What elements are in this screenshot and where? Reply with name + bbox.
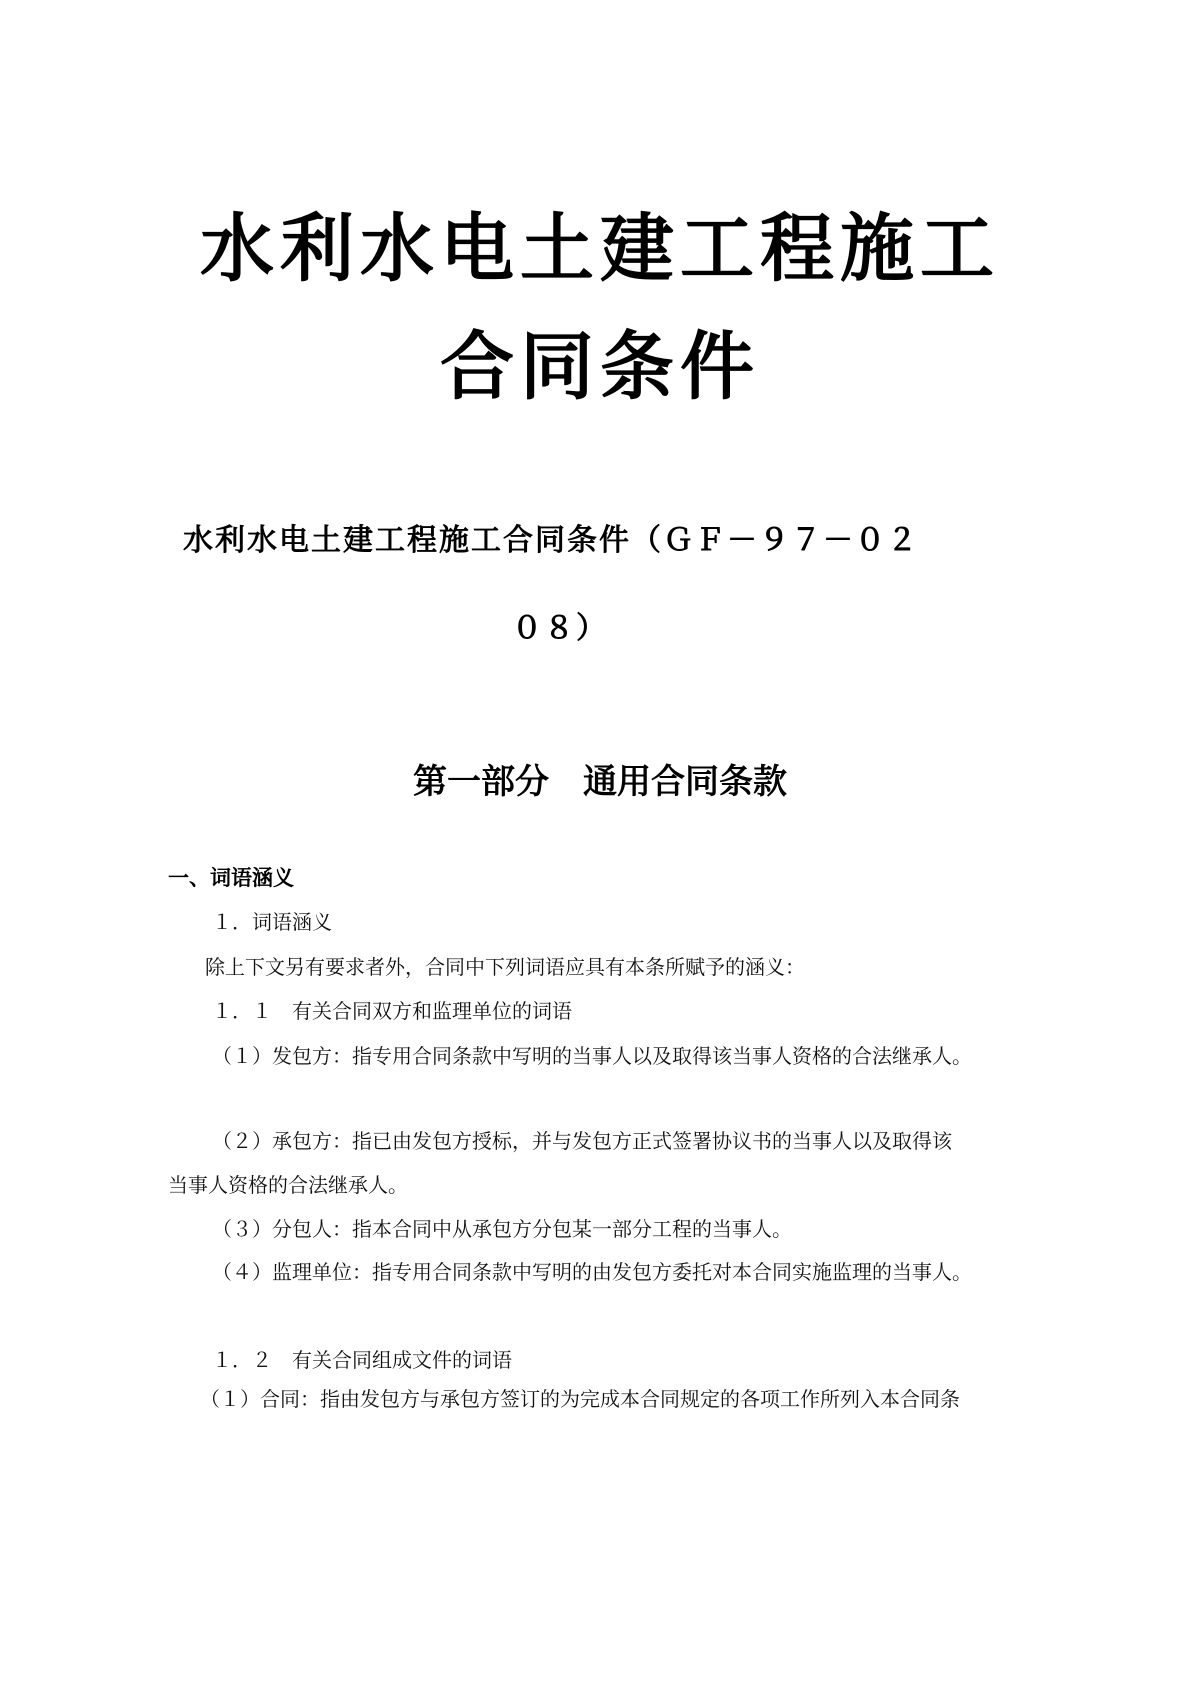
subtitle-line-2: ０８）	[512, 611, 608, 646]
subtitle-line-1: 水利水电土建工程施工合同条件（ＧＦ－９７－０２	[183, 523, 919, 558]
definition-contract: （１）合同：指由发包方与承包方签订的为完成本合同规定的各项工作所列入本合同条	[200, 1387, 960, 1411]
part-title: 第一部分 通用合同条款	[413, 762, 787, 802]
definition-contractor-line-2: 当事人资格的合法继承人。	[168, 1173, 408, 1197]
definition-contractor-line-1: （２）承包方：指已由发包方授标，并与发包方正式签署协议书的当事人以及取得该	[212, 1129, 952, 1153]
clause-1-title: １．词语涵义	[212, 910, 332, 934]
clause-1-2-title: １．２ 有关合同组成文件的词语	[212, 1348, 512, 1372]
section-heading: 一、词语涵义	[168, 866, 294, 890]
clause-1-1-title: １．１ 有关合同双方和监理单位的词语	[212, 999, 572, 1023]
definition-supervisor: （４）监理单位：指专用合同条款中写明的由发包方委托对本合同实施监理的当事人。	[212, 1260, 972, 1284]
main-title-line-1: 水利水电土建工程施工	[200, 206, 1000, 292]
clause-1-intro: 除上下文另有要求者外，合同中下列词语应具有本条所赋予的涵义：	[205, 955, 805, 979]
definition-employer: （１）发包方：指专用合同条款中写明的当事人以及取得该当事人资格的合法继承人。	[212, 1044, 972, 1068]
main-title-line-2: 合同条件	[440, 324, 760, 410]
definition-subcontractor: （３）分包人：指本合同中从承包方分包某一部分工程的当事人。	[212, 1217, 792, 1241]
